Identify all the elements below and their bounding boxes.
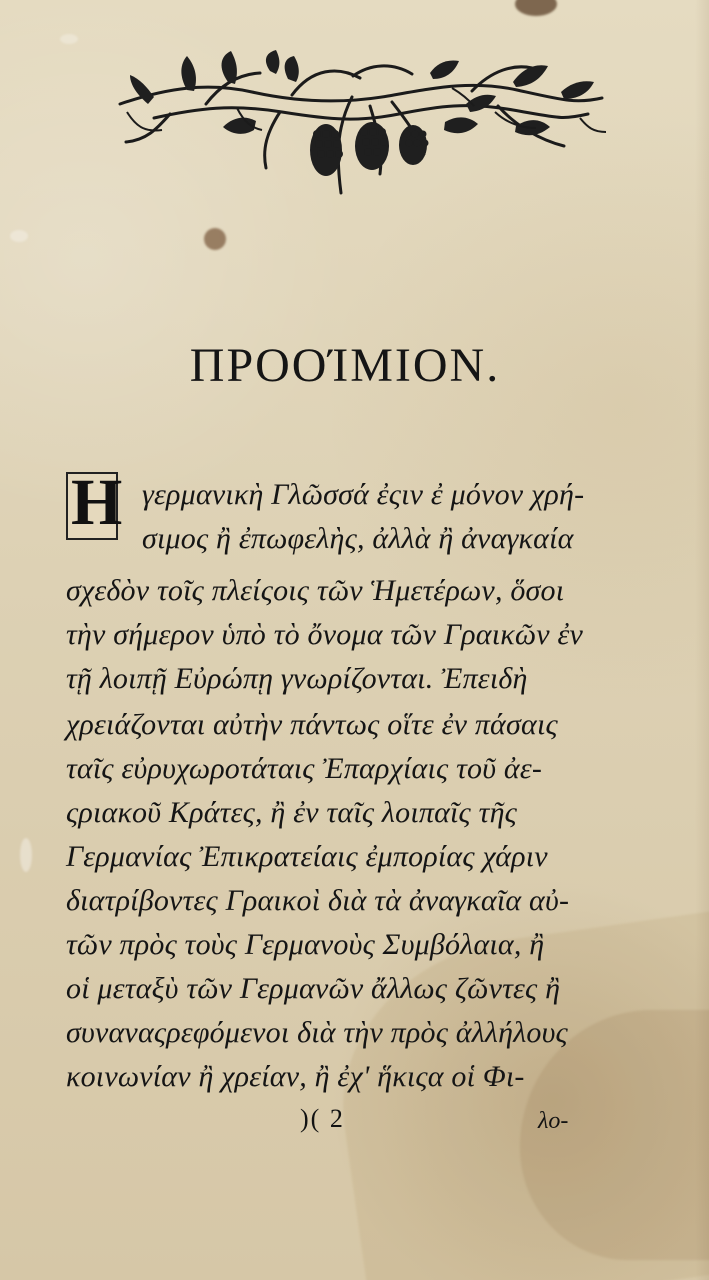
text-line: κοινωνίαν ἢ χρείαν, ἢ ἐχ' ἥκιςα οἱ Φι- [66,1060,525,1093]
text-line: ςριακοῦ Κράτες, ἢ ἐν ταῖς λοιπαῖς τῆς [66,796,518,829]
text-line: γερμανικὴ Γλῶσσά ἐςιν ἐ μόνον χρή- [142,478,585,511]
paper-stain [204,228,226,250]
paper-stain [10,230,28,242]
text-line: Γερμανίας Ἐπικρατείαις ἐμπορίας χάριν [66,840,548,873]
paper-stain [20,838,32,872]
page-signature: )( 2 [300,1104,345,1133]
text-line: τῶν πρὸς τοὺς Γερμανοὺς Συμβόλαια, ἢ [66,928,545,961]
text-line: οἱ μεταξὺ τῶν Γερμανῶν ἄλλως ζῶντες ἢ [66,972,561,1005]
text-line: τὴν σήμερον ὑπὸ τὸ ὄνομα τῶν Γραικῶν ἐν [66,618,583,651]
decorative-ornament [112,48,610,204]
text-line: τῇ λοιπῇ Εὐρώπῃ γνωρίζονται. Ἐπειδὴ [66,662,528,695]
drop-cap-letter: Η [71,466,123,539]
paper-stain [515,0,557,16]
text-line: διατρίβοντες Γραικοὶ διὰ τὰ ἀναγκαῖα αὐ- [66,884,570,917]
drop-cap-box [66,466,123,540]
page-title: ΠΡΟΟΊΜΙΟΝ. [189,339,501,392]
text-line: συναναςρεφόμενοι διὰ τὴν πρὸς ἀλλήλους [66,1016,568,1049]
page-edge-shadow [695,0,709,1280]
paper-stain [60,34,78,44]
catchword: λο- [538,1108,569,1134]
paper-stain [322,908,709,1280]
text-line: χρειάζονται αὐτὴν πάντως οἵτε ἐν πάσαις [66,708,558,741]
text-line: ταῖς εὐρυχωροτάταις Ἐπαρχίαις τοῦ ἀε- [66,752,543,785]
text-line: σιμος ἢ ἐπωφελὴς, ἀλλὰ ἢ ἀναγκαία [142,522,574,555]
text-line: σχεδὸν τοῖς πλείςοις τῶν Ἡμετέρων, ὅσοι [66,574,565,607]
